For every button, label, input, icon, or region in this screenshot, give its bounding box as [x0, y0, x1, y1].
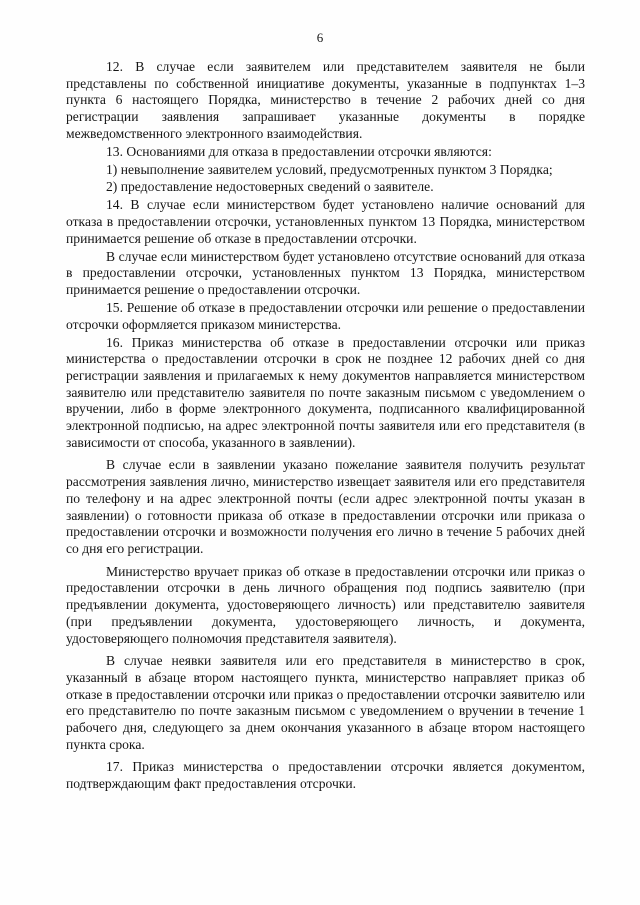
document-body — [66, 59, 585, 794]
paragraph-16: 16. Приказ министерства об отказе в предоставлении отсрочки или приказ министерства о предоставлении отсрочки в срок не позднее 12 рабочих дней со дня регистрации заявления и прилагаемых к нему документов направляется министерством заявителю или представителю заявителя по почте заказным письмом с уведомлением о вручении, либо в форме электронного документа, подписанного квалифицированной электронной подписью, на адрес электронной почты заявителя или его представителя (в зависимости от способа, указанного в заявлении). — [66, 334, 585, 450]
paragraph-12: 12. В случае если заявителем или представителем заявителя не были представлены по собственной инициативе документы, указанные в подпунктах 1–3 пункта 6 настоящего Порядка, министерство в течение 2 рабочих дней со дня регистрации заявления запрашивает указанные документы в порядке межведомственного электронного взаимодействия. — [66, 59, 585, 141]
paragraph-13-item-1: 1) невыполнение заявителем условий, предусмотренных пунктом 3 Порядка; — [106, 161, 553, 177]
paragraph-13: 13. Основаниями для отказа в предоставлении отсрочки являются: — [106, 143, 492, 159]
paragraph-14-part-2: В случае если министерством будет установлено отсутствие оснований для отказа в предоставлении отсрочки, установленных пунктом 13 Порядка, министерством принимается решение о предоставлении отсрочки. — [66, 248, 585, 298]
paragraph-15: 15. Решение об отказе в предоставлении отсрочки или решение о предоставлении отсрочки оформляется приказом министерства. — [66, 299, 585, 332]
paragraph-13-item-2: 2) предоставление недостоверных сведений о заявителе. — [106, 179, 434, 195]
paragraph-16-part-4: В случае неявки заявителя или его представителя в министерство в срок, указанный в абзаце втором настоящего пункта, министерство направляет приказ об отказе в предоставлении отсрочки или приказ о предоставлении отсрочки заявителю или его представителю по почте заказным письмом с уведомлением о вручении в течение 1 рабочего дня, следующего за днем окончания указанного в абзаце втором настоящего пункта срока. — [66, 653, 585, 752]
page-number: 6 — [316, 30, 324, 45]
paragraph-14: 14. В случае если министерством будет установлено наличие оснований для отказа в предоставлении отсрочки, установленных пунктом 13 Порядка, министерством принимается решение об отказе в предоставлении отсрочки. — [66, 197, 585, 246]
paragraph-16-part-2: В случае если в заявлении указано пожелание заявителя получить результат рассмотрения заявления лично, министерство извещает заявителя или его представителя по телефону и на адрес электронной почты (если адрес электронной почты указан в заявлении) о готовности приказа об отказе в предоставлении отсрочки или приказа о предоставлении отсрочки и возможности получения его лично в течение 5 рабочих дней со дня его регистрации. — [66, 457, 585, 556]
paragraph-17: 17. Приказ министерства о предоставлении отсрочки является документом, подтверждающим факт предоставления отсрочки. — [66, 759, 585, 792]
paragraph-16-part-3: Министерство вручает приказ об отказе в предоставлении отсрочки или приказ о предоставлении отсрочки в день личного обращения под подпись заявителю (при предъявлении документа, удостоверяющего личность) или представителю заявителя (при предъявлении документа, удостоверяющего личность, и документа, удостоверяющего полномочия представителя заявителя). — [66, 563, 585, 646]
